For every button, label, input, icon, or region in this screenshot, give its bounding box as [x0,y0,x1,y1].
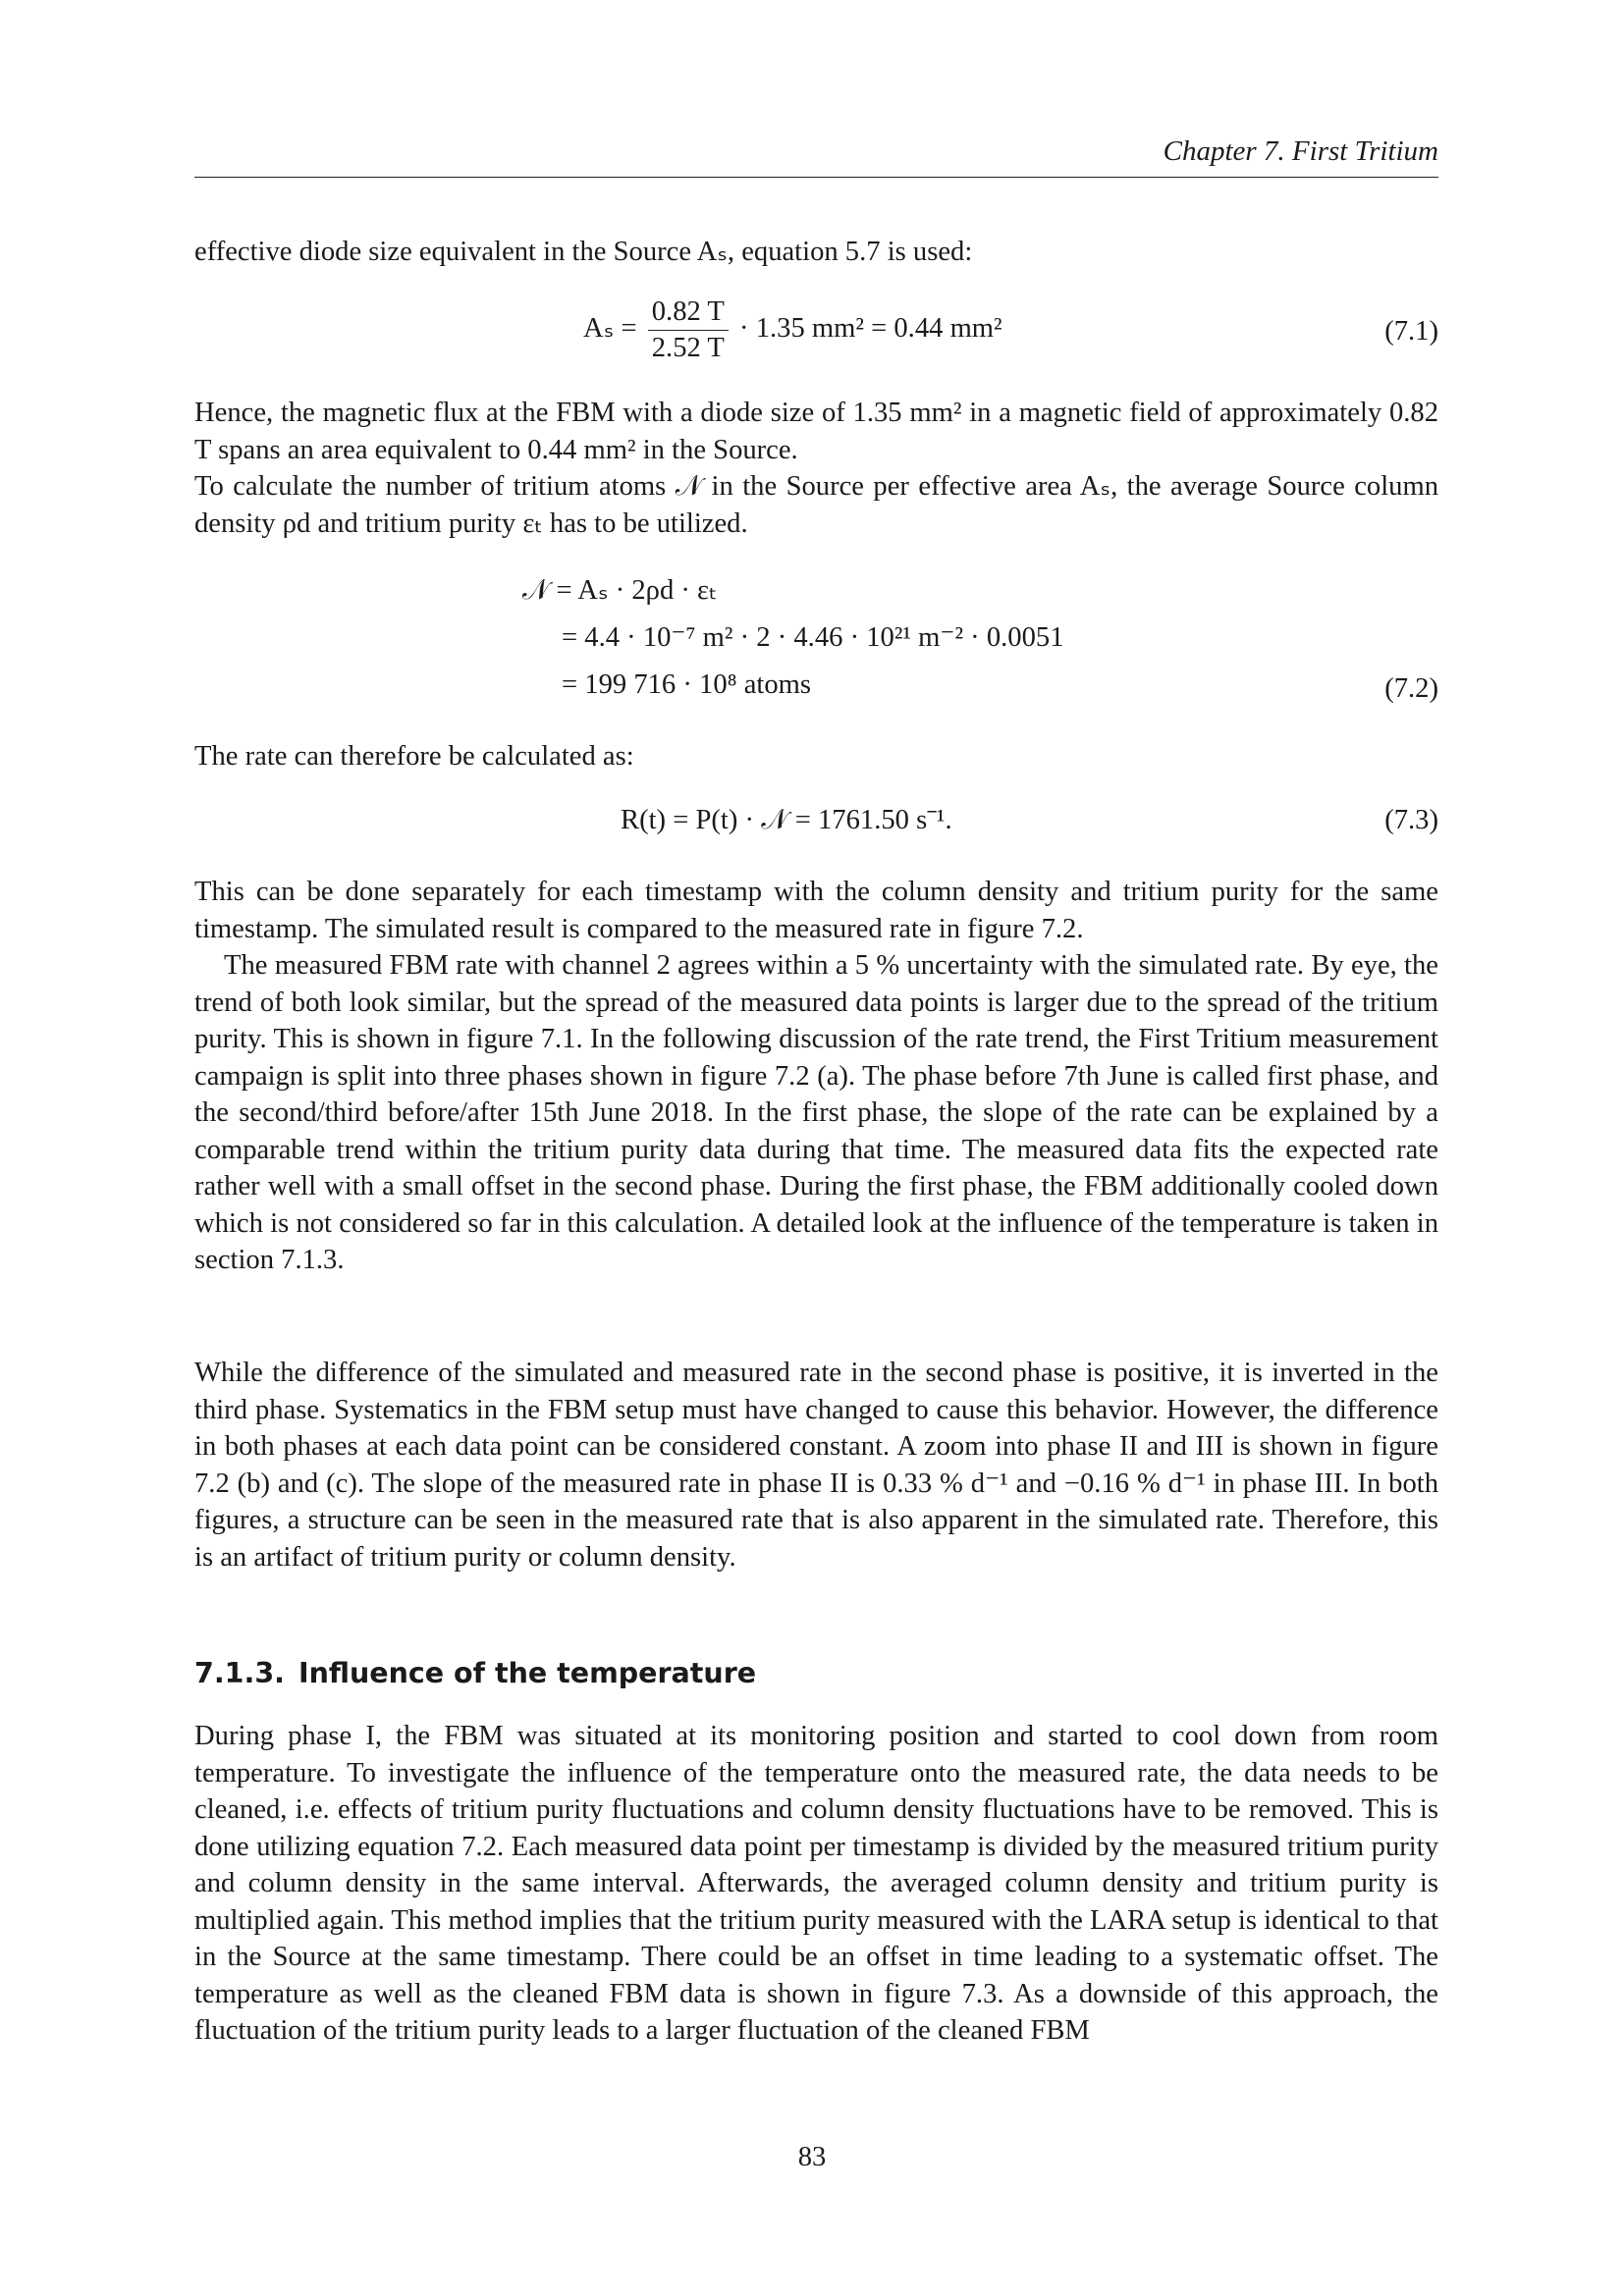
equation-7-3: R(t) = P(t) · 𝒩 = 1761.50 s⁻¹. [621,805,952,835]
section-number: 7.1.3. [194,1657,285,1689]
paragraph-rate: The rate can therefore be calculated as: [194,741,634,772]
paragraph-timestamp: This can be done separately for each timestamp with the column density and tritium purity for the same timestamp. The simulated result is compared to the measured rate in figure 7.2. [194,877,1438,944]
paragraph-fbm-rate: The measured FBM rate with channel 2 agrees within a 5 % uncertainty with the simulated rate. By eye, the trend of both look similar, but the spread of the measured data points is larger due to the spread of the tritium purity. This is shown in figure 7.1. In the following discussion of the rate trend, the First Tritium measurement campaign is split into three phases shown in figure 7.2 (a). The phase before 7th June is called first phase, and the second/third before/after 15th June 2018. In the first phase, the slope of the rate can be explained by a comparable trend within the tritium purity data during that time. The measured data fits the expected rate rather well with a small offset in the second phase. During the first phase, the FBM additionally cooled down which is not considered so far in this calculation. A detailed look at the influence of the temperature is taken in section 7.1.3. [194,950,1438,1275]
equation-label-7-2: (7.2) [1384,673,1438,704]
equation-7-1-fraction [648,296,729,364]
equation-7-1-denominator: 2.52 T [651,333,725,363]
equation-7-1-rhs: · 1.35 mm² = 0.44 mm² [739,313,1002,345]
equation-7-1 [583,296,1002,364]
equation-7-1-numerator: 0.82 T [648,296,729,331]
equation-7-2-line-3: = 199 716 · 10⁸ atoms [562,669,812,700]
paragraph-intro: effective diode size equivalent in the Source Aₛ, equation 5.7 is used: [194,237,973,267]
section-heading [194,1657,756,1689]
equation-label-7-1: (7.1) [1384,316,1438,347]
equation-7-2 [522,567,1064,709]
paragraph-tritium-atoms: To calculate the number of tritium atoms 𝒩 in the Source per effective area Aₛ, the average Source column density ρd and tritium purity εₜ has to be utilized. [194,471,1438,539]
paragraph-phase-one: During phase I, the FBM was situated at its monitoring position and started to cool down from room temperature. To investigate the influence of the temperature onto the measured rate, the data needs to be cleaned, i.e. effects of tritium purity fluctuations and column density fluctuations have to be removed. This is done utilizing equation 7.2. Each measured data point per timestamp is divided by the measured tritium purity and column density in the same interval. Afterwards, the averaged column density and tritium purity is multiplied again. This method implies that the tritium purity measured with the LARA setup is identical to that in the Source at the same timestamp. There could be an offset in time leading to a systematic offset. The temperature as well as the cleaned FBM data is shown in figure 7.3. As a downside of this approach, the fluctuation of the tritium purity leads to a larger fluctuation of the cleaned FBM [194,1721,1438,2046]
section-title: Influence of the temperature [298,1657,757,1689]
page-number: 83 [797,2142,827,2172]
running-header: Chapter 7. First Tritium [1163,135,1438,167]
equation-label-7-3: (7.3) [1384,805,1438,835]
equation-7-2-line-2: = 4.4 · 10⁻⁷ m² · 2 · 4.46 · 10²¹ m⁻² · 0.0051 [562,622,1064,653]
equation-7-1-lhs: Aₛ = [583,313,637,345]
paragraph-magnetic-flux: Hence, the magnetic flux at the FBM with a diode size of 1.35 mm² in a magnetic field of approximately 0.82 T spans an area equivalent to 0.44 mm² in the Source. [194,398,1438,465]
header-rule [194,177,1438,178]
equation-7-2-line-1: 𝒩 = Aₛ · 2ρd · εₜ [522,575,718,606]
paragraph-difference: While the difference of the simulated and measured rate in the second phase is positive, it is inverted in the third phase. Systematics in the FBM setup must have changed to cause this behavior. However, the difference in both phases at each data point can be considered constant. A zoom into phase II and III is shown in figure 7.2 (b) and (c). The slope of the measured rate in phase II is 0.33 % d⁻¹ and −0.16 % d⁻¹ in phase III. In both figures, a structure can be seen in the measured rate that is also apparent in the simulated rate. Therefore, this is an artifact of tritium purity or column density. [194,1358,1438,1573]
